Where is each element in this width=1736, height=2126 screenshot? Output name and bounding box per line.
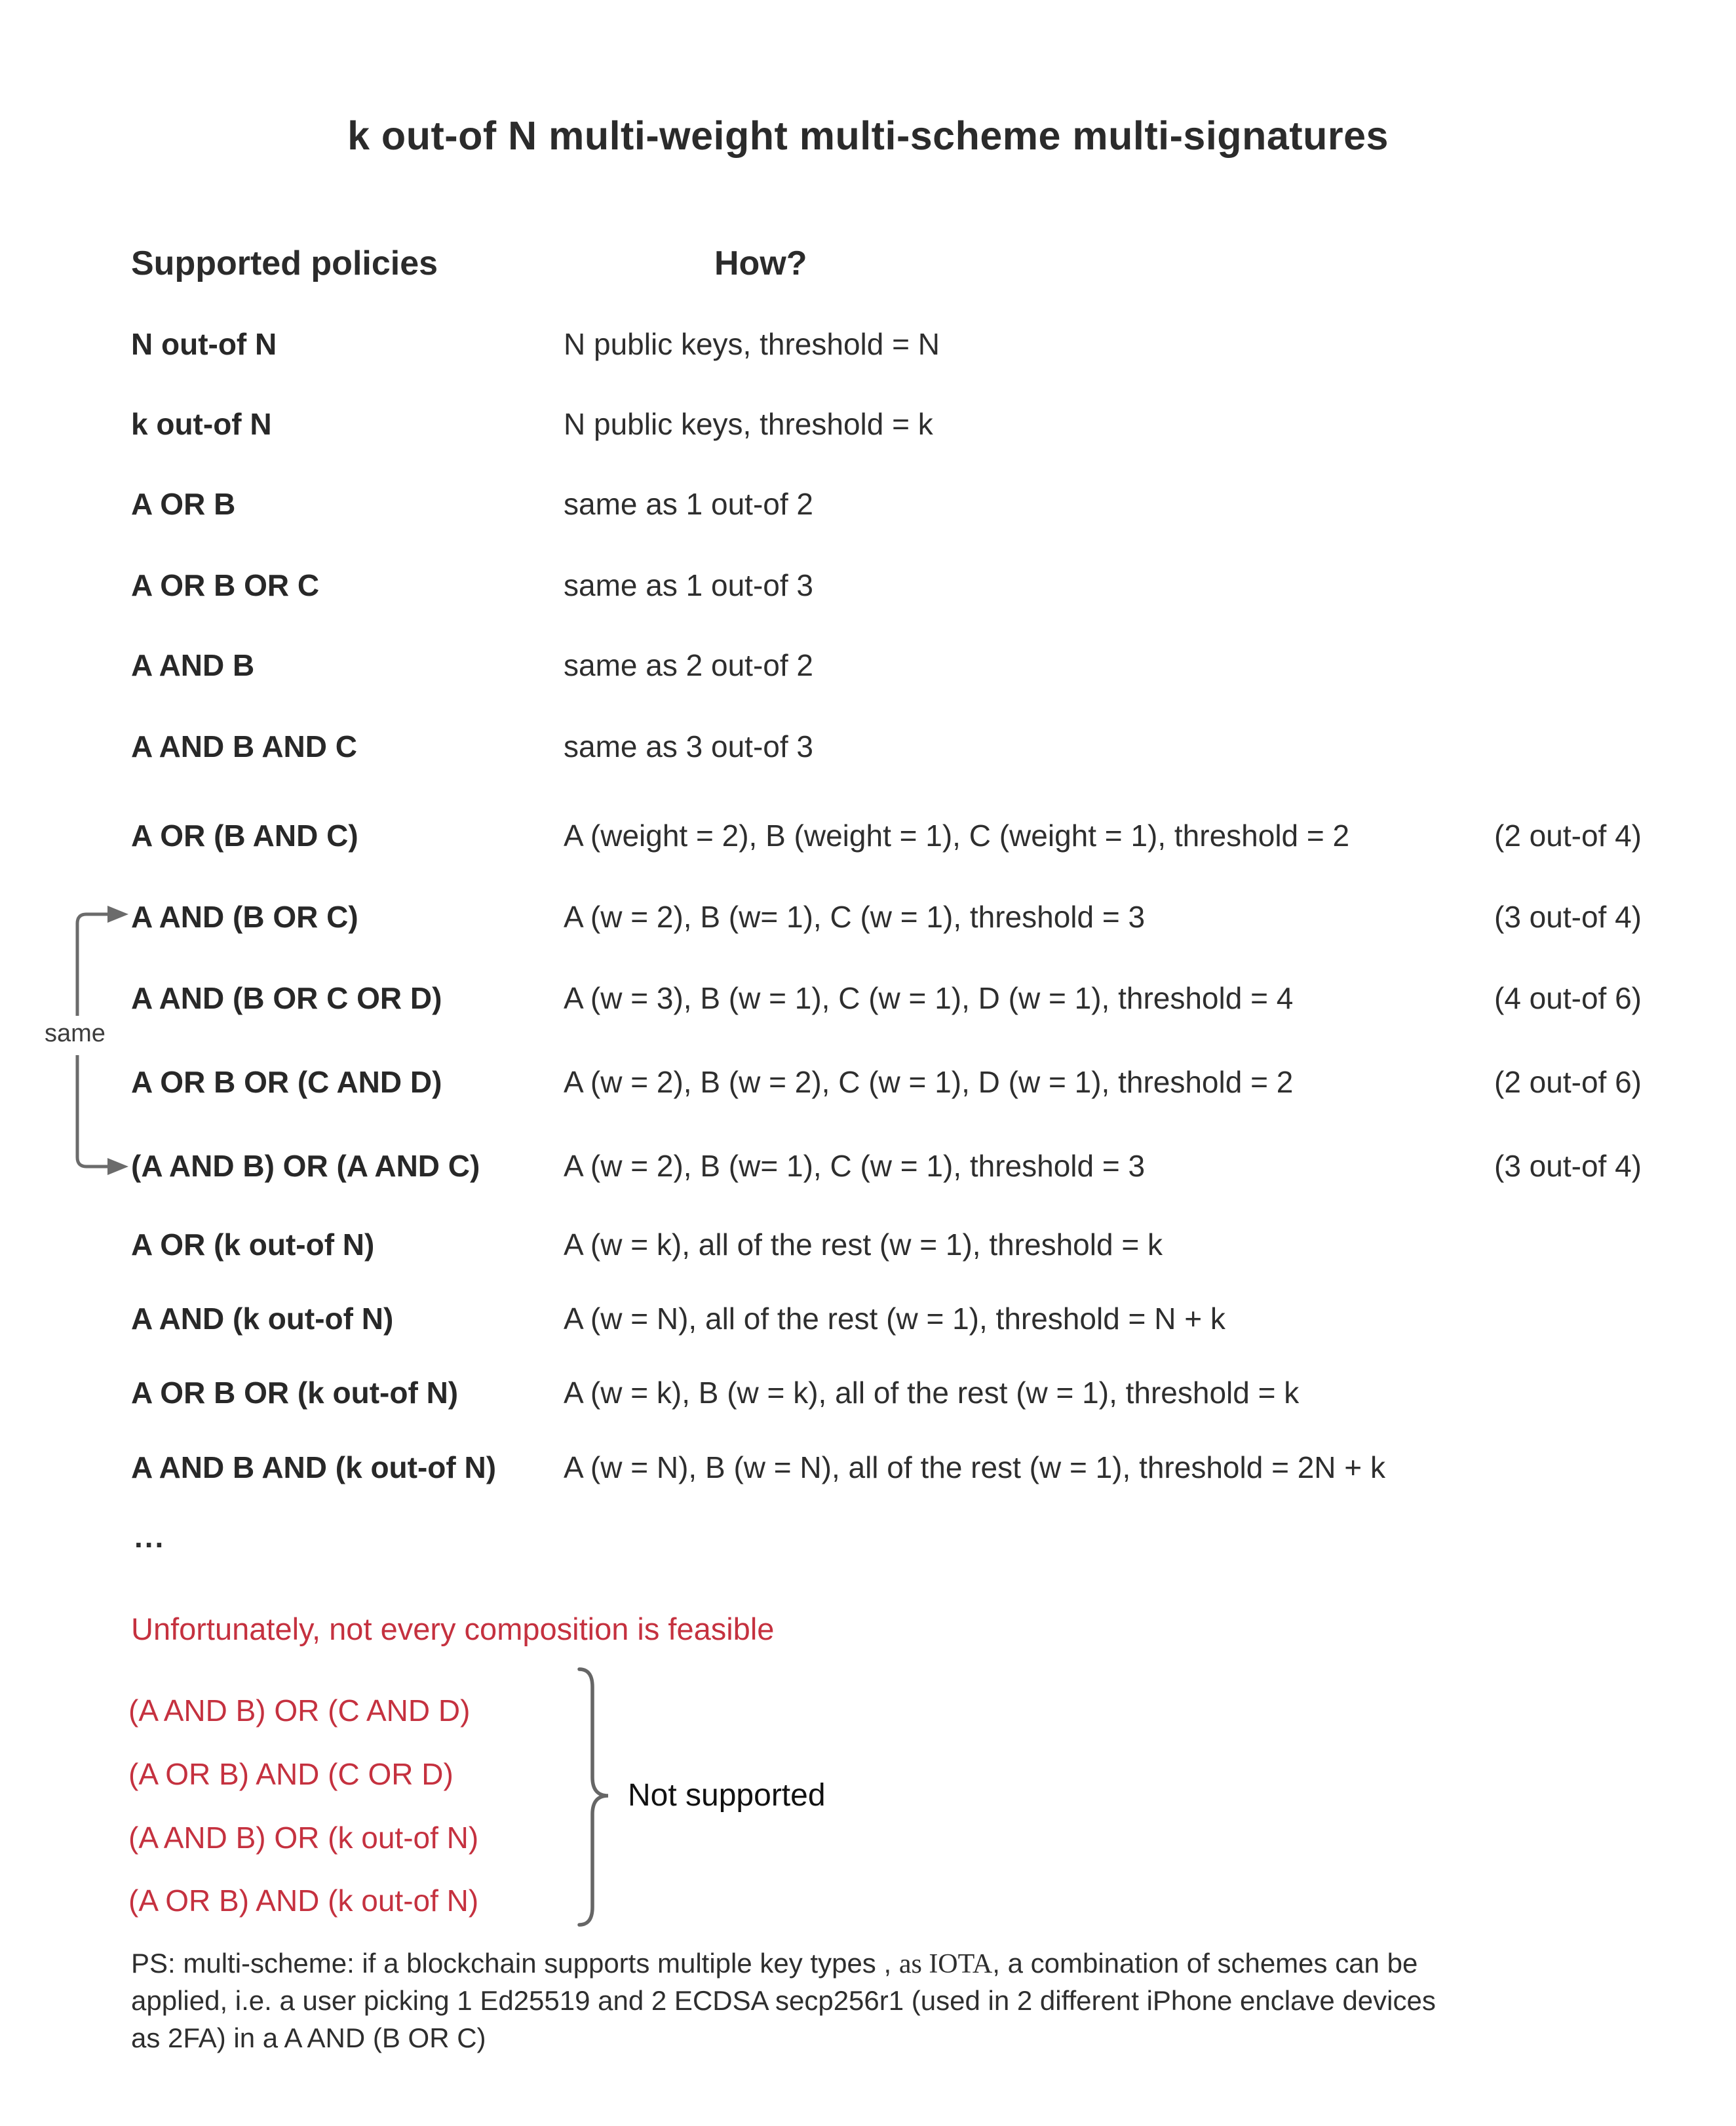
how-cell: A (w = k), all of the rest (w = 1), threshold = k: [564, 1227, 1163, 1262]
policy-cell: A AND B AND (k out-of N): [131, 1450, 497, 1484]
table-row: [0, 899, 1736, 936]
how-cell: A (weight = 2), B (weight = 1), C (weight = 1), threshold = 2: [564, 819, 1350, 853]
policy-cell: A AND (B OR C): [131, 900, 358, 934]
policy-cell: (A AND B) OR (A AND C): [131, 1149, 480, 1183]
policy-cell: A AND (k out-of N): [131, 1302, 394, 1336]
out-of-cell: (3 out-of 4): [1494, 1149, 1642, 1183]
not-supported-label: Not supported: [628, 1778, 826, 1813]
infeasible-list-item: (A OR B) AND (k out-of N): [128, 1884, 479, 1918]
policy-cell: A OR (k out-of N): [131, 1227, 375, 1262]
how-cell: same as 2 out-of 2: [564, 648, 813, 682]
infeasible-list-item: (A OR B) AND (C OR D): [128, 1757, 453, 1791]
same-label: same: [45, 1020, 106, 1047]
out-of-cell: (2 out-of 6): [1494, 1065, 1642, 1099]
how-cell: N public keys, threshold = N: [564, 327, 940, 361]
arrow-right-icon: [107, 906, 128, 923]
how-cell: A (w = 2), B (w= 1), C (w = 1), threshold = 3: [564, 1149, 1146, 1183]
out-of-cell: (4 out-of 6): [1494, 981, 1642, 1015]
how-cell: A (w = N), all of the rest (w = 1), threshold = N + k: [564, 1302, 1225, 1336]
infeasible-list-item: (A AND B) OR (C AND D): [128, 1693, 471, 1728]
policy-cell: A OR B OR (C AND D): [131, 1065, 442, 1099]
more-rows-ellipsis: ...: [134, 1520, 166, 1554]
how-cell: A (w = 3), B (w = 1), C (w = 1), D (w = 1), threshold = 4: [564, 981, 1294, 1015]
ps-note: [131, 1945, 1704, 2057]
arrow-right-icon: [107, 1158, 128, 1175]
page-title: k out-of N multi-weight multi-scheme multi-signatures: [347, 113, 1389, 158]
table-row: [0, 818, 1736, 855]
table-row: [0, 1375, 1736, 1412]
policy-cell: A AND B AND C: [131, 729, 357, 763]
policy-cell: A AND (B OR C OR D): [131, 981, 442, 1015]
table-row: [0, 647, 1736, 684]
how-cell: same as 1 out-of 3: [564, 568, 813, 602]
how-cell: A (w = k), B (w = k), all of the rest (w = 1), threshold = k: [564, 1376, 1300, 1410]
policy-cell: A OR (B AND C): [131, 819, 358, 853]
how-cell: same as 3 out-of 3: [564, 729, 813, 763]
table-row: [0, 1301, 1736, 1338]
table-row: [0, 326, 1736, 363]
policy-cell: k out-of N: [131, 407, 272, 441]
ps-line-2: applied, i.e. a user picking 1 Ed25519 and 2 ECDSA secp256r1 (used in 2 different iPhone enclave devices: [131, 1985, 1436, 2017]
policy-cell: A OR B OR C: [131, 568, 320, 602]
how-cell: A (w = 2), B (w = 2), C (w = 1), D (w = 1), threshold = 2: [564, 1065, 1294, 1099]
column-header-supported-policies: Supported policies: [131, 244, 438, 282]
ps-line-3: as 2FA) in a A AND (B OR C): [131, 2022, 486, 2053]
ps-serif-segment: as IOTA: [898, 1949, 993, 1979]
how-cell: N public keys, threshold = k: [564, 407, 933, 441]
table-row: [0, 729, 1736, 765]
table-row: [0, 1450, 1736, 1486]
table-row: [0, 486, 1736, 523]
table-row: [0, 1064, 1736, 1101]
infeasible-heading: Unfortunately, not every composition is feasible: [131, 1612, 775, 1646]
policy-cell: A OR B: [131, 487, 236, 521]
infeasible-list-item: (A AND B) OR (k out-of N): [128, 1821, 479, 1855]
table-row: [0, 980, 1736, 1017]
out-of-cell: (3 out-of 4): [1494, 900, 1642, 934]
table-row: [0, 406, 1736, 443]
table-row: [0, 1227, 1736, 1264]
curly-brace-icon: [577, 1666, 619, 1928]
policy-cell: A OR B OR (k out-of N): [131, 1376, 459, 1410]
how-cell: A (w = N), B (w = N), all of the rest (w = 1), threshold = 2N + k: [564, 1450, 1385, 1484]
table-row: [0, 568, 1736, 604]
column-header-how: How?: [714, 244, 807, 282]
out-of-cell: (2 out-of 4): [1494, 819, 1642, 853]
how-cell: same as 1 out-of 2: [564, 487, 813, 521]
table-row: [0, 1148, 1736, 1185]
policy-cell: N out-of N: [131, 327, 277, 361]
policy-cell: A AND B: [131, 648, 255, 682]
ps-line-1: PS: multi-scheme: if a blockchain supports multiple key types , as IOTA, a combination of schemes can be: [131, 1948, 1418, 1979]
how-cell: A (w = 2), B (w= 1), C (w = 1), threshold = 3: [564, 900, 1146, 934]
